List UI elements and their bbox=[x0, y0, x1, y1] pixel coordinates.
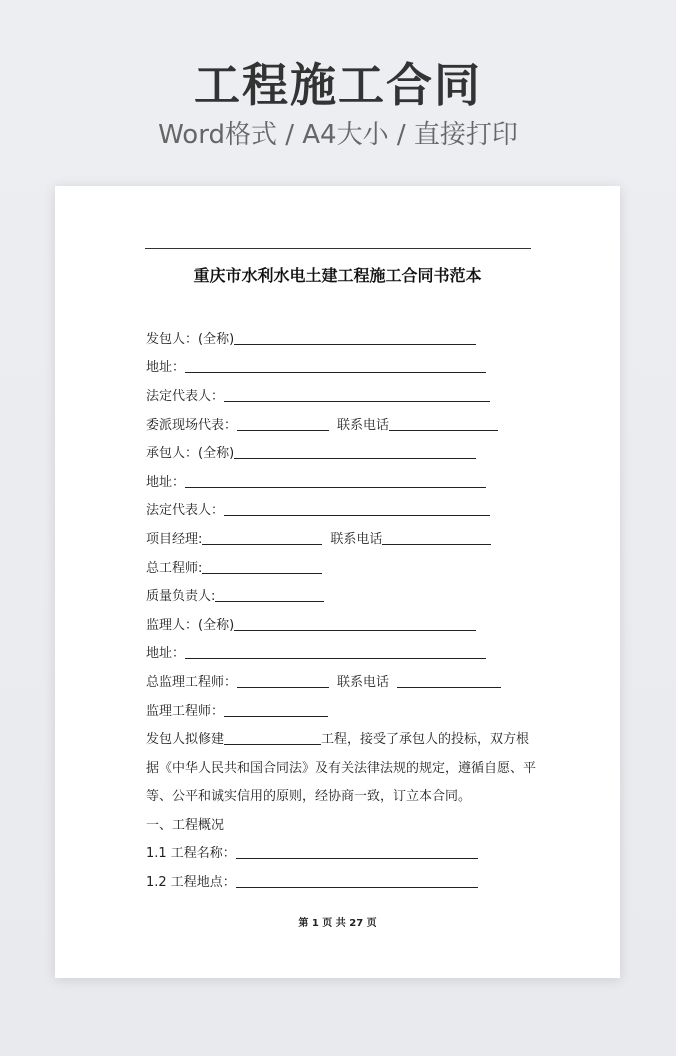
document-title: 重庆市水利水电土建工程施工合同书范本 bbox=[193, 266, 482, 285]
field-label: 地址： bbox=[146, 474, 186, 490]
field-label: 地址： bbox=[146, 360, 186, 376]
field-label: 委派现场代表： bbox=[146, 417, 238, 433]
blank-line bbox=[224, 501, 490, 516]
blank-line bbox=[236, 873, 478, 888]
field-employer-address bbox=[146, 352, 546, 381]
field-label: 总工程师: bbox=[146, 560, 203, 576]
blank-line bbox=[389, 416, 498, 431]
page-number: 第 1 页 共 27 页 bbox=[298, 918, 377, 929]
field-label: 法定代表人： bbox=[146, 388, 225, 404]
blank-line bbox=[237, 416, 329, 431]
contract-fields bbox=[146, 323, 546, 895]
field-contractor-legal-rep bbox=[146, 495, 546, 524]
field-label: 地址： bbox=[146, 646, 186, 662]
blank-line bbox=[202, 530, 322, 545]
blank-line bbox=[185, 644, 486, 659]
header-rule bbox=[145, 248, 531, 249]
field-label: 法定代表人： bbox=[146, 503, 225, 519]
field-contractor-address bbox=[146, 466, 546, 495]
paragraph-text: 发包人拟修建 bbox=[146, 732, 225, 748]
blank-line bbox=[224, 730, 321, 745]
field-supervising-engineer bbox=[146, 695, 546, 724]
field-project-manager bbox=[146, 523, 546, 552]
field-chief-engineer bbox=[146, 552, 546, 581]
blank-line bbox=[236, 844, 478, 859]
field-project-location bbox=[146, 866, 546, 895]
paragraph-line-3 bbox=[146, 781, 546, 810]
blank-line bbox=[382, 530, 491, 545]
paragraph-text: 工程，接受了承包人的投标，双方根 bbox=[321, 732, 530, 748]
hero-subtitle: Word格式 / A4大小 / 直接打印 bbox=[158, 120, 518, 150]
field-project-name bbox=[146, 838, 546, 867]
field-contractor-name bbox=[146, 437, 546, 466]
field-supervisor-address bbox=[146, 638, 546, 667]
blank-line bbox=[224, 387, 490, 402]
field-label: 1.1 工程名称： bbox=[146, 846, 236, 862]
field-quality-lead bbox=[146, 580, 546, 609]
paragraph-text: 等、公平和诚实信用的原则，经协商一致，订立本合同。 bbox=[146, 789, 472, 805]
blank-line bbox=[234, 330, 476, 345]
field-employer-site-rep bbox=[146, 409, 546, 438]
field-label: 监理人：(全称) bbox=[146, 617, 235, 633]
blank-line bbox=[237, 673, 329, 688]
blank-line bbox=[185, 358, 486, 373]
field-label: 联系电话 bbox=[337, 417, 390, 433]
field-supervisor-name bbox=[146, 609, 546, 638]
paragraph-line-1 bbox=[146, 723, 546, 752]
field-label: 联系电话 bbox=[337, 674, 390, 690]
blank-line bbox=[234, 444, 476, 459]
paragraph-line-2 bbox=[146, 752, 546, 781]
blank-line bbox=[202, 559, 322, 574]
blank-line bbox=[215, 587, 324, 602]
field-chief-supervisor bbox=[146, 666, 546, 695]
field-label: 联系电话 bbox=[330, 531, 383, 547]
field-label: 1.2 工程地点： bbox=[146, 875, 236, 891]
blank-line bbox=[185, 473, 486, 488]
field-label: 承包人：(全称) bbox=[146, 446, 235, 462]
blank-line bbox=[234, 616, 476, 631]
section-heading bbox=[146, 809, 546, 838]
field-label: 发包人：(全称) bbox=[146, 331, 235, 347]
paragraph-text: 据《中华人民共和国合同法》及有关法律法规的规定，遵循自愿、平 bbox=[146, 760, 537, 776]
field-label: 监理工程师： bbox=[146, 703, 225, 719]
blank-line bbox=[224, 702, 328, 717]
field-employer-legal-rep bbox=[146, 380, 546, 409]
heading-text: 一、工程概况 bbox=[146, 817, 225, 833]
field-label: 项目经理: bbox=[146, 531, 203, 547]
hero-title: 工程施工合同 bbox=[194, 58, 482, 112]
field-label: 总监理工程师： bbox=[146, 674, 238, 690]
blank-line bbox=[397, 673, 501, 688]
document-page bbox=[55, 186, 620, 978]
field-label: 质量负责人: bbox=[146, 589, 216, 605]
field-employer-name bbox=[146, 323, 546, 352]
